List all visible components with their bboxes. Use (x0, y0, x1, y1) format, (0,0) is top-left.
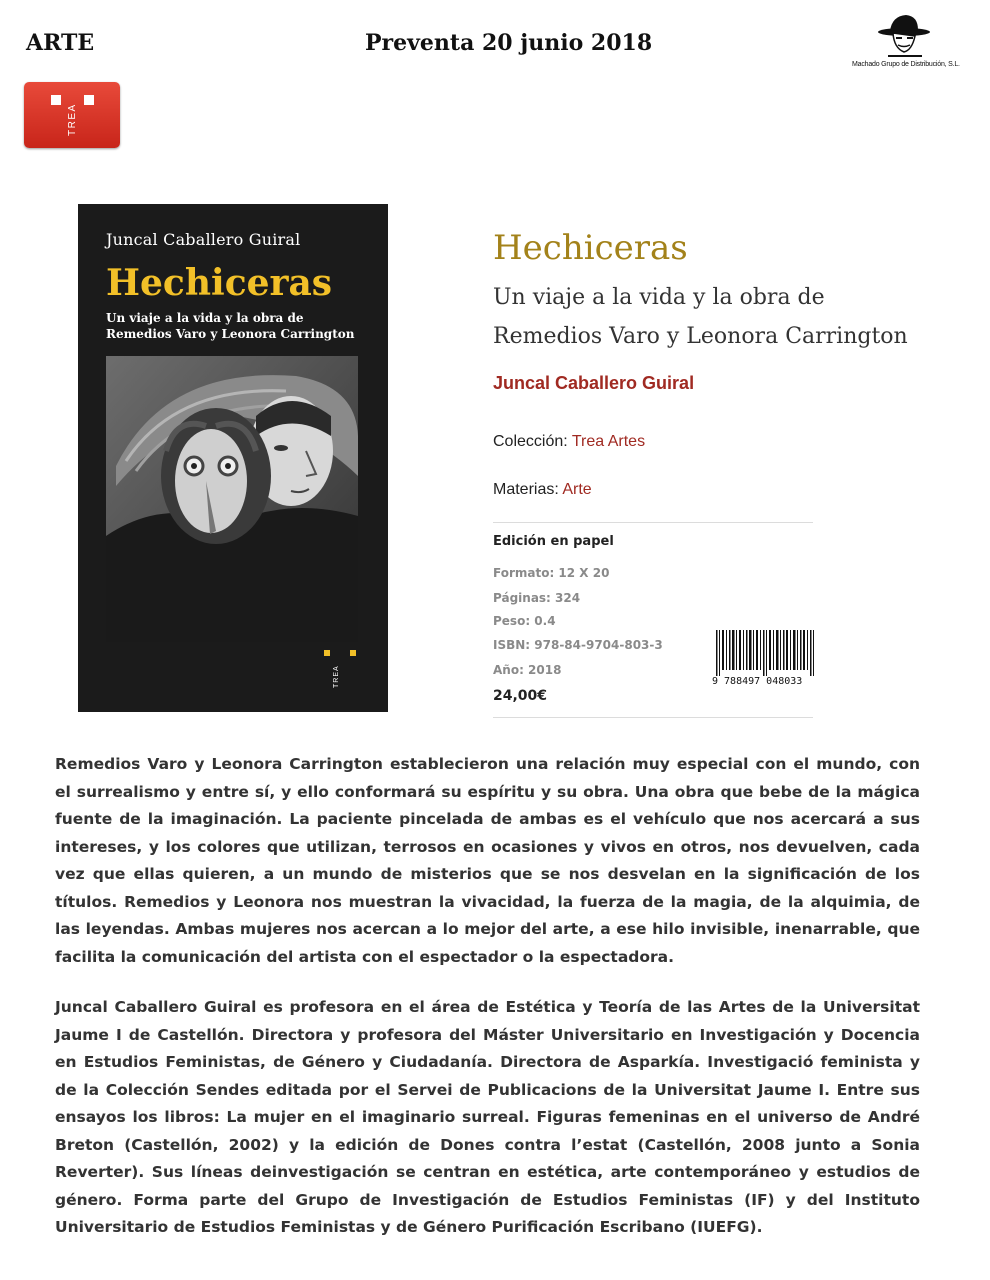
barcode-icon (712, 630, 826, 676)
logo-square (51, 95, 61, 105)
spec-year: Año: 2018 (493, 663, 562, 677)
hat-man-icon (852, 12, 956, 60)
cover-mark-text: TREA (333, 665, 340, 688)
subjects-link[interactable]: Arte (562, 481, 592, 498)
cover-photo-art (106, 356, 358, 642)
distributor-name: Machado Grupo de Distribución, S.L. (852, 61, 960, 68)
divider (493, 717, 813, 718)
divider (493, 522, 813, 523)
description-paragraph: Remedios Varo y Leonora Carrington establecieron una relación muy especial con el mundo, con el surrealismo y entre sí, y ello conformará su espíritu y su obra. Una obra que bebe de la mágica fuente de la imaginación. La paciente pincelada de ambas es el vehículo que nos acercará a sus intereses, y los colores que utilizan, terrosos en ocasiones y vivos en otros, nos devuelven, cada vez que ellas quieren, a un mundo de misterios que se nos desvelan en la significación de los títulos. Remedios y Leonora nos muestran la vivacidad, la fuerza de la magia, de la alquimia, de las leyendas. Ambas mujeres nos acercan a lo mejor del arte, a ese hilo invisible, inenarrable, que facilita la comunicación del artista con el espectador o la espectadora. (55, 755, 920, 966)
spec-format: Formato: 12 X 20 (493, 566, 610, 580)
distributor-logo (852, 12, 960, 72)
presale-date: Preventa 20 junio 2018 (365, 30, 653, 56)
edition-heading: Edición en papel (493, 534, 614, 549)
book-title: Hechiceras (493, 228, 688, 268)
publisher-logo (24, 82, 120, 148)
book-subtitle-line: Remedios Varo y Leonora Carrington (493, 324, 908, 349)
spec-isbn: ISBN: 978-84-9704-803-3 (493, 638, 663, 652)
isbn-barcode (712, 630, 826, 688)
category-label: ARTE (26, 30, 95, 56)
cover-mark-square (350, 650, 356, 656)
cover-subtitle: Un viaje a la vida y la obra de Remedios Varo y Leonora Carrington (106, 311, 355, 341)
subjects-row (493, 481, 592, 499)
cover-author: Juncal Caballero Guiral (106, 230, 301, 249)
subjects-label: Materias: (493, 481, 559, 498)
book-author-link[interactable]: Juncal Caballero Guiral (493, 373, 695, 393)
cover-photo (106, 356, 358, 642)
collection-link[interactable]: Trea Artes (571, 433, 646, 450)
book-cover (78, 204, 388, 712)
cover-title: Hechiceras (106, 262, 333, 304)
spec-pages: Páginas: 324 (493, 591, 581, 605)
collection-label: Colección: (493, 433, 568, 450)
collection-row (493, 433, 645, 451)
book-subtitle (493, 278, 933, 356)
book-subtitle-line: Un viaje a la vida y la obra de (493, 285, 825, 310)
logo-text: TREA (67, 103, 78, 136)
author-bio-paragraph: Juncal Caballero Guiral es profesora en el área de Estética y Teoría de las Artes de la Universitat Jaume I de Castellón. Directora y profesora del Máster Universitario en Investigación y Docencia en Estudios Feministas, de Género y Ciudadanía. Directora de Asparkía. Investigació feminista y de la Colección Sendes editada por el Servei de Publicacions de la Universitat Jaume I. Entre sus ensayos los libros: La mujer en el imaginario surreal. Figuras femeninas en el universo de André Breton (Castellón, 2002) y la edición de Dones contra l’estat (Castellón, 2008 junto a Sonia Reverter). Sus líneas deinvestigación se centran en estética, arte contemporáneo y estudios de género. Forma parte del Grupo de Investigación de Estudios Feministas (IF) y del Instituto Universitario de Estudios Feministas y de Género Purificación Escribano (IUEFG). (55, 998, 920, 1236)
price: 24,00€ (493, 688, 548, 704)
barcode-digits: 9 788497 048033 (712, 676, 803, 687)
spec-weight: Peso: 0.4 (493, 614, 556, 628)
logo-square (84, 95, 94, 105)
cover-mark-square (324, 650, 330, 656)
